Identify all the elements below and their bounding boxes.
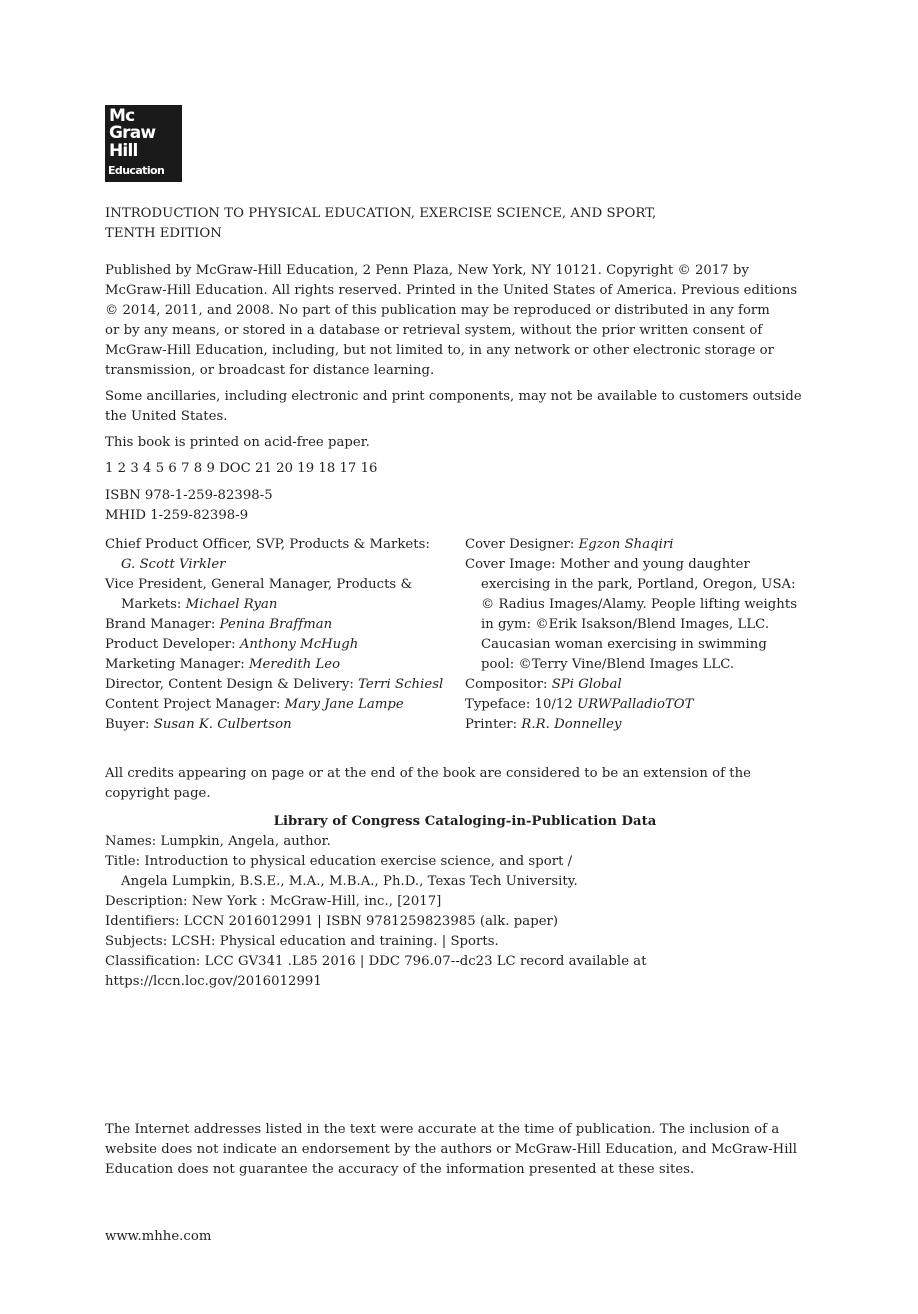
copyright-line: Published by McGraw-Hill Education, 2 Penn Plaza, New York, NY 10121. Copyright © 2017 by [105, 263, 749, 278]
book-title-line-1: INTRODUCTION TO PHYSICAL EDUCATION, EXERCISE SCIENCE, AND SPORT, [105, 206, 657, 221]
cip-line: Names: Lumpkin, Angela, author. [105, 834, 331, 849]
cip-line: Identifiers: LCCN 2016012991 | ISBN 9781259823985 (alk. paper) [105, 914, 559, 929]
copyright-line: McGraw-Hill Education. All rights reserved. Printed in the United States of America. Previous editions [105, 283, 798, 298]
credit-type-role: Typeface: 10/12 [465, 697, 578, 712]
credit-vp [121, 595, 277, 615]
credit-cd-role: Cover Designer: [465, 537, 579, 552]
credits-note-line: All credits appearing on page or at the end of the book are considered to be an extension of the [105, 766, 752, 781]
cip-line: Classification: LCC GV341 .L85 2016 | DDC 796.07--dc23 LC record available at [105, 954, 647, 969]
credit-vp-name: Michael Ryan [185, 597, 278, 612]
credit-printer [465, 715, 622, 735]
ancillaries-line: the United States. [105, 409, 228, 424]
credit-vp-role-2: Markets: [121, 597, 186, 612]
credit-printer-role: Printer: [465, 717, 522, 732]
credit-cd-name: Egzon Shaqiri [578, 537, 674, 552]
credit-cpo-role: Chief Product Officer, SVP, Products & Markets: [105, 537, 430, 552]
credit-product-developer [105, 635, 358, 655]
website-link[interactable]: www.mhhe.com [105, 1229, 212, 1244]
credit-content-project-manager [105, 695, 404, 715]
credit-cover-designer [465, 535, 674, 555]
credit-brand-manager [105, 615, 332, 635]
credit-director-content [105, 675, 443, 695]
credit-pd-name: Anthony McHugh [239, 637, 359, 652]
credit-mm-role: Marketing Manager: [105, 657, 249, 672]
logo-line-1: Mc [109, 106, 135, 126]
logo-line-2: Graw [109, 123, 156, 143]
copyright-line: McGraw-Hill Education, including, but not limited to, in any network or other electronic storage or [105, 343, 775, 358]
credit-bm-name: Penina Braffman [219, 617, 333, 632]
credit-mm-name: Meredith Leo [248, 657, 341, 672]
copyright-line: © 2014, 2011, and 2008. No part of this publication may be reproduced or distributed in any form [105, 303, 770, 318]
internet-note-line: website does not indicate an endorsement by the authors or McGraw-Hill Education, and McGraw-Hill [105, 1142, 798, 1157]
logo-line-4: Education [108, 164, 165, 177]
cip-line: Subjects: LCSH: Physical education and training. | Sports. [105, 934, 499, 949]
credit-cover-image-line: Caucasian woman exercising in swimming [481, 637, 767, 652]
credit-printer-name: R.R. Donnelley [521, 717, 622, 732]
credit-vp-role: Vice President, General Manager, Products & [105, 577, 413, 592]
logo-line-3: Hill [109, 141, 138, 161]
ancillaries-line: Some ancillaries, including electronic and print components, may not be available to customers outside [105, 389, 802, 404]
credit-dcd-name: Terri Schiesl [358, 677, 444, 692]
credit-cover-image-line: pool: ©Terry Vine/Blend Images LLC. [481, 657, 735, 672]
copyright-line: transmission, or broadcast for distance learning. [105, 363, 435, 378]
internet-note-line: Education does not guarantee the accuracy of the information presented at these sites. [105, 1162, 695, 1177]
cip-line: Angela Lumpkin, B.S.E., M.A., M.B.A., Ph.D., Texas Tech University. [121, 874, 578, 889]
cip-heading: Library of Congress Cataloging-in-Publication Data [273, 814, 657, 829]
credit-typeface [465, 695, 694, 715]
credit-buyer-name: Susan K. Culbertson [153, 717, 292, 732]
credit-cpo-name: G. Scott Virkler [121, 557, 226, 572]
cip-line: Description: New York : McGraw-Hill, inc., [2017] [105, 894, 442, 909]
credit-buyer [105, 715, 292, 735]
credit-cover-image-line: exercising in the park, Portland, Oregon, USA: [481, 577, 796, 592]
credit-dcd-role: Director, Content Design & Delivery: [105, 677, 359, 692]
isbn: ISBN 978-1-259-82398-5 [105, 488, 273, 503]
credit-cover-image-line: Cover Image: Mother and young daughter [465, 557, 750, 572]
credit-cover-image-line: in gym: ©Erik Isakson/Blend Images, LLC. [481, 617, 770, 632]
acid-free-note: This book is printed on acid-free paper. [105, 435, 370, 450]
book-title-line-2: TENTH EDITION [105, 226, 222, 241]
internet-note-line: The Internet addresses listed in the text were accurate at the time of publication. The inclusion of a [105, 1122, 780, 1137]
credit-cpm-role: Content Project Manager: [105, 697, 285, 712]
credit-comp-role: Compositor: [465, 677, 552, 692]
cip-line: https://lccn.loc.gov/2016012991 [105, 974, 322, 989]
credit-buyer-role: Buyer: [105, 717, 154, 732]
copyright-line: or by any means, or stored in a database or retrieval system, without the prior written consent of [105, 323, 763, 338]
print-line: 1 2 3 4 5 6 7 8 9 DOC 21 20 19 18 17 16 [105, 461, 378, 476]
credit-marketing-manager [105, 655, 340, 675]
credit-cpm-name: Mary Jane Lampe [284, 697, 404, 712]
credits-note-line: copyright page. [105, 786, 211, 801]
credit-compositor [465, 675, 622, 695]
credit-cover-image-line: © Radius Images/Alamy. People lifting weights [481, 597, 798, 612]
mcgraw-hill-education-logo [105, 105, 182, 182]
credit-comp-name: SPi Global [551, 677, 622, 692]
credit-type-name: URWPalladioTOT [577, 697, 694, 712]
credit-bm-role: Brand Manager: [105, 617, 220, 632]
credit-pd-role: Product Developer: [105, 637, 240, 652]
mhid: MHID 1-259-82398-9 [105, 508, 249, 523]
cip-line: Title: Introduction to physical education exercise science, and sport / [105, 854, 573, 869]
